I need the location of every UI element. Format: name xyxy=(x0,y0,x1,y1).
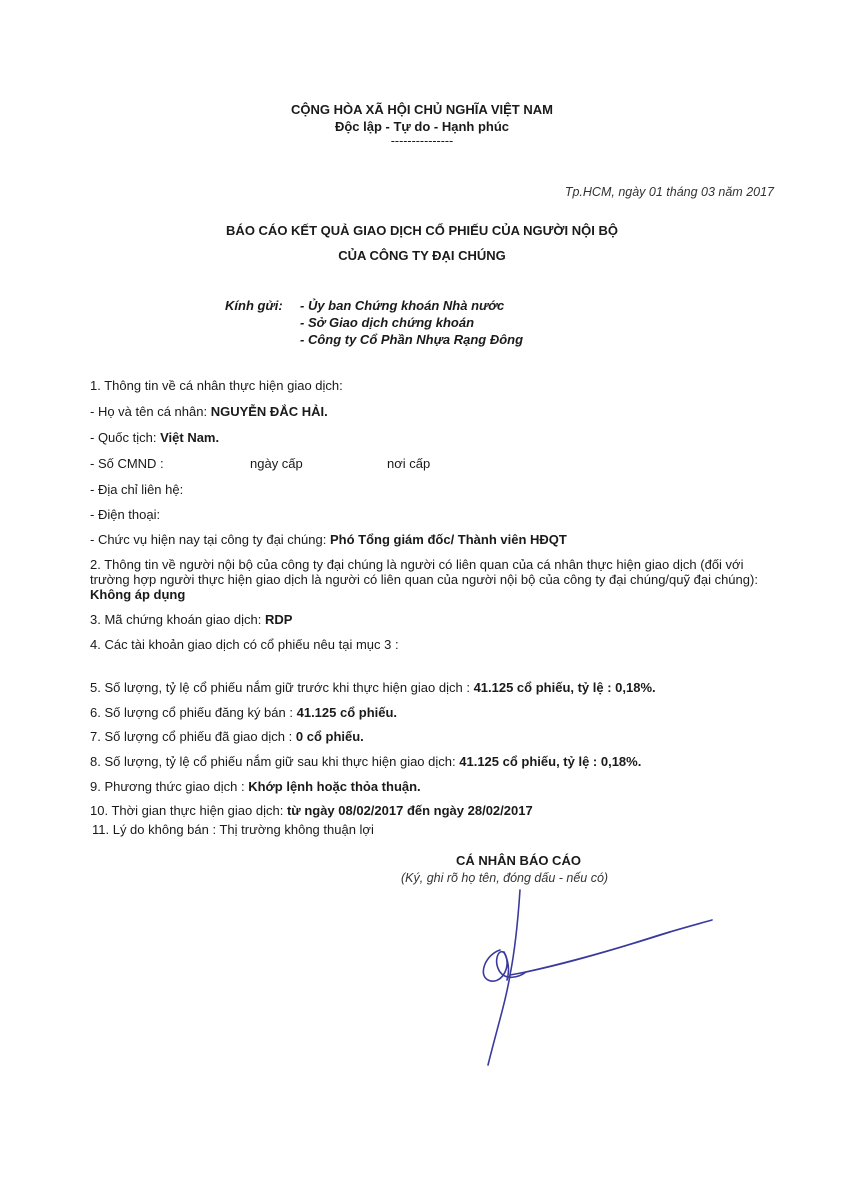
section-5-label: 5. Số lượng, tỷ lệ cổ phiếu nắm giữ trước khi thực hiện giao dịch : xyxy=(90,680,470,695)
section-6-value: 41.125 cổ phiếu. xyxy=(296,705,398,720)
report-title-line1: BÁO CÁO KẾT QUẢ GIAO DỊCH CỔ PHIẾU CỦA NGƯỜI NỘI BỘ xyxy=(226,223,618,238)
section-5-value: 41.125 cổ phiếu, tỷ lệ : 0,18%. xyxy=(473,680,656,695)
section-1-heading: 1. Thông tin về cá nhân thực hiện giao dịch: xyxy=(90,378,343,393)
section-10 xyxy=(90,803,533,818)
section-6 xyxy=(90,705,397,720)
section-3-label: 3. Mã chứng khoán giao dịch: xyxy=(90,612,262,627)
name-label: - Họ và tên cá nhân: xyxy=(90,404,208,419)
section-10-label: 10. Thời gian thực hiện giao dịch: xyxy=(90,803,284,818)
section-6-label: 6. Số lượng cổ phiếu đăng ký bán : xyxy=(90,705,293,720)
handwritten-signature xyxy=(460,880,720,1080)
position-value: Phó Tổng giám đốc/ Thành viên HĐQT xyxy=(329,532,567,547)
nationality-label: - Quốc tịch: xyxy=(90,430,157,445)
id-label: - Số CMND : xyxy=(90,456,164,471)
section-2-value: Không áp dụng xyxy=(90,587,186,602)
section-8-value: 41.125 cổ phiếu, tỷ lệ : 0,18%. xyxy=(459,754,642,769)
motto: Độc lập - Tự do - Hạnh phúc xyxy=(334,119,510,134)
position-row xyxy=(90,532,567,547)
section-3 xyxy=(90,612,292,627)
section-7-label: 7. Số lượng cổ phiếu đã giao dịch : xyxy=(90,729,293,744)
signature-note: (Ký, ghi rõ họ tên, đóng dấu - nếu có) xyxy=(401,871,609,885)
recipient-item: - Sở Giao dịch chứng khoán xyxy=(300,315,475,330)
place-date: Tp.HCM, ngày 01 tháng 03 năm 2017 xyxy=(564,185,774,199)
section-9-label: 9. Phương thức giao dịch : xyxy=(90,779,245,794)
address-label: - Địa chỉ liên hệ: xyxy=(90,482,184,497)
section-2-text: 2. Thông tin về người nội bộ của công ty đại chúng là người có liên quan của cá nhân thực hiện giao dịch (đối với trường hợp người thực hiện giao dịch là người có liên quan của người nội bộ của công ty đại chúng/quỹ đại chúng): xyxy=(90,557,758,587)
section-9 xyxy=(90,779,421,794)
header-separator: --------------- xyxy=(390,134,454,148)
recipient-item: - Ủy ban Chứng khoán Nhà nước xyxy=(300,298,505,313)
id-date-label: ngày cấp xyxy=(250,456,303,471)
national-title: CỘNG HÒA XÃ HỘI CHỦ NGHĨA VIỆT NAM xyxy=(291,102,553,117)
nationality-row xyxy=(90,430,219,445)
name-row xyxy=(90,404,328,419)
section-10-value: từ ngày 08/02/2017 đến ngày 28/02/2017 xyxy=(286,803,533,818)
id-place-label: nơi cấp xyxy=(387,456,431,471)
signature-title: CÁ NHÂN BÁO CÁO xyxy=(456,853,581,868)
section-9-value: Khớp lệnh hoặc thỏa thuận. xyxy=(248,779,421,794)
section-11: 11. Lý do không bán : Thị trường không thuận lợi xyxy=(92,822,374,837)
section-7-value: 0 cổ phiếu. xyxy=(295,729,364,744)
nationality-value: Việt Nam. xyxy=(160,430,220,445)
position-label: - Chức vụ hiện nay tại công ty đại chúng: xyxy=(90,532,327,547)
name-value: NGUYỄN ĐẮC HẢI. xyxy=(210,404,328,419)
recipients-label: Kính gửi: xyxy=(225,298,283,313)
phone-label: - Điện thoại: xyxy=(90,507,161,522)
report-title-line2: CỦA CÔNG TY ĐẠI CHÚNG xyxy=(338,248,506,263)
section-8 xyxy=(90,754,641,769)
section-4: 4. Các tài khoản giao dịch có cổ phiếu nêu tại mục 3 : xyxy=(90,637,399,652)
section-2 xyxy=(90,557,760,602)
section-7 xyxy=(90,729,364,744)
recipient-item: - Công ty Cổ Phần Nhựa Rạng Đông xyxy=(300,332,524,347)
section-3-value: RDP xyxy=(264,612,293,627)
section-8-label: 8. Số lượng, tỷ lệ cổ phiếu nắm giữ sau khi thực hiện giao dịch: xyxy=(90,754,456,769)
section-5 xyxy=(90,680,656,695)
